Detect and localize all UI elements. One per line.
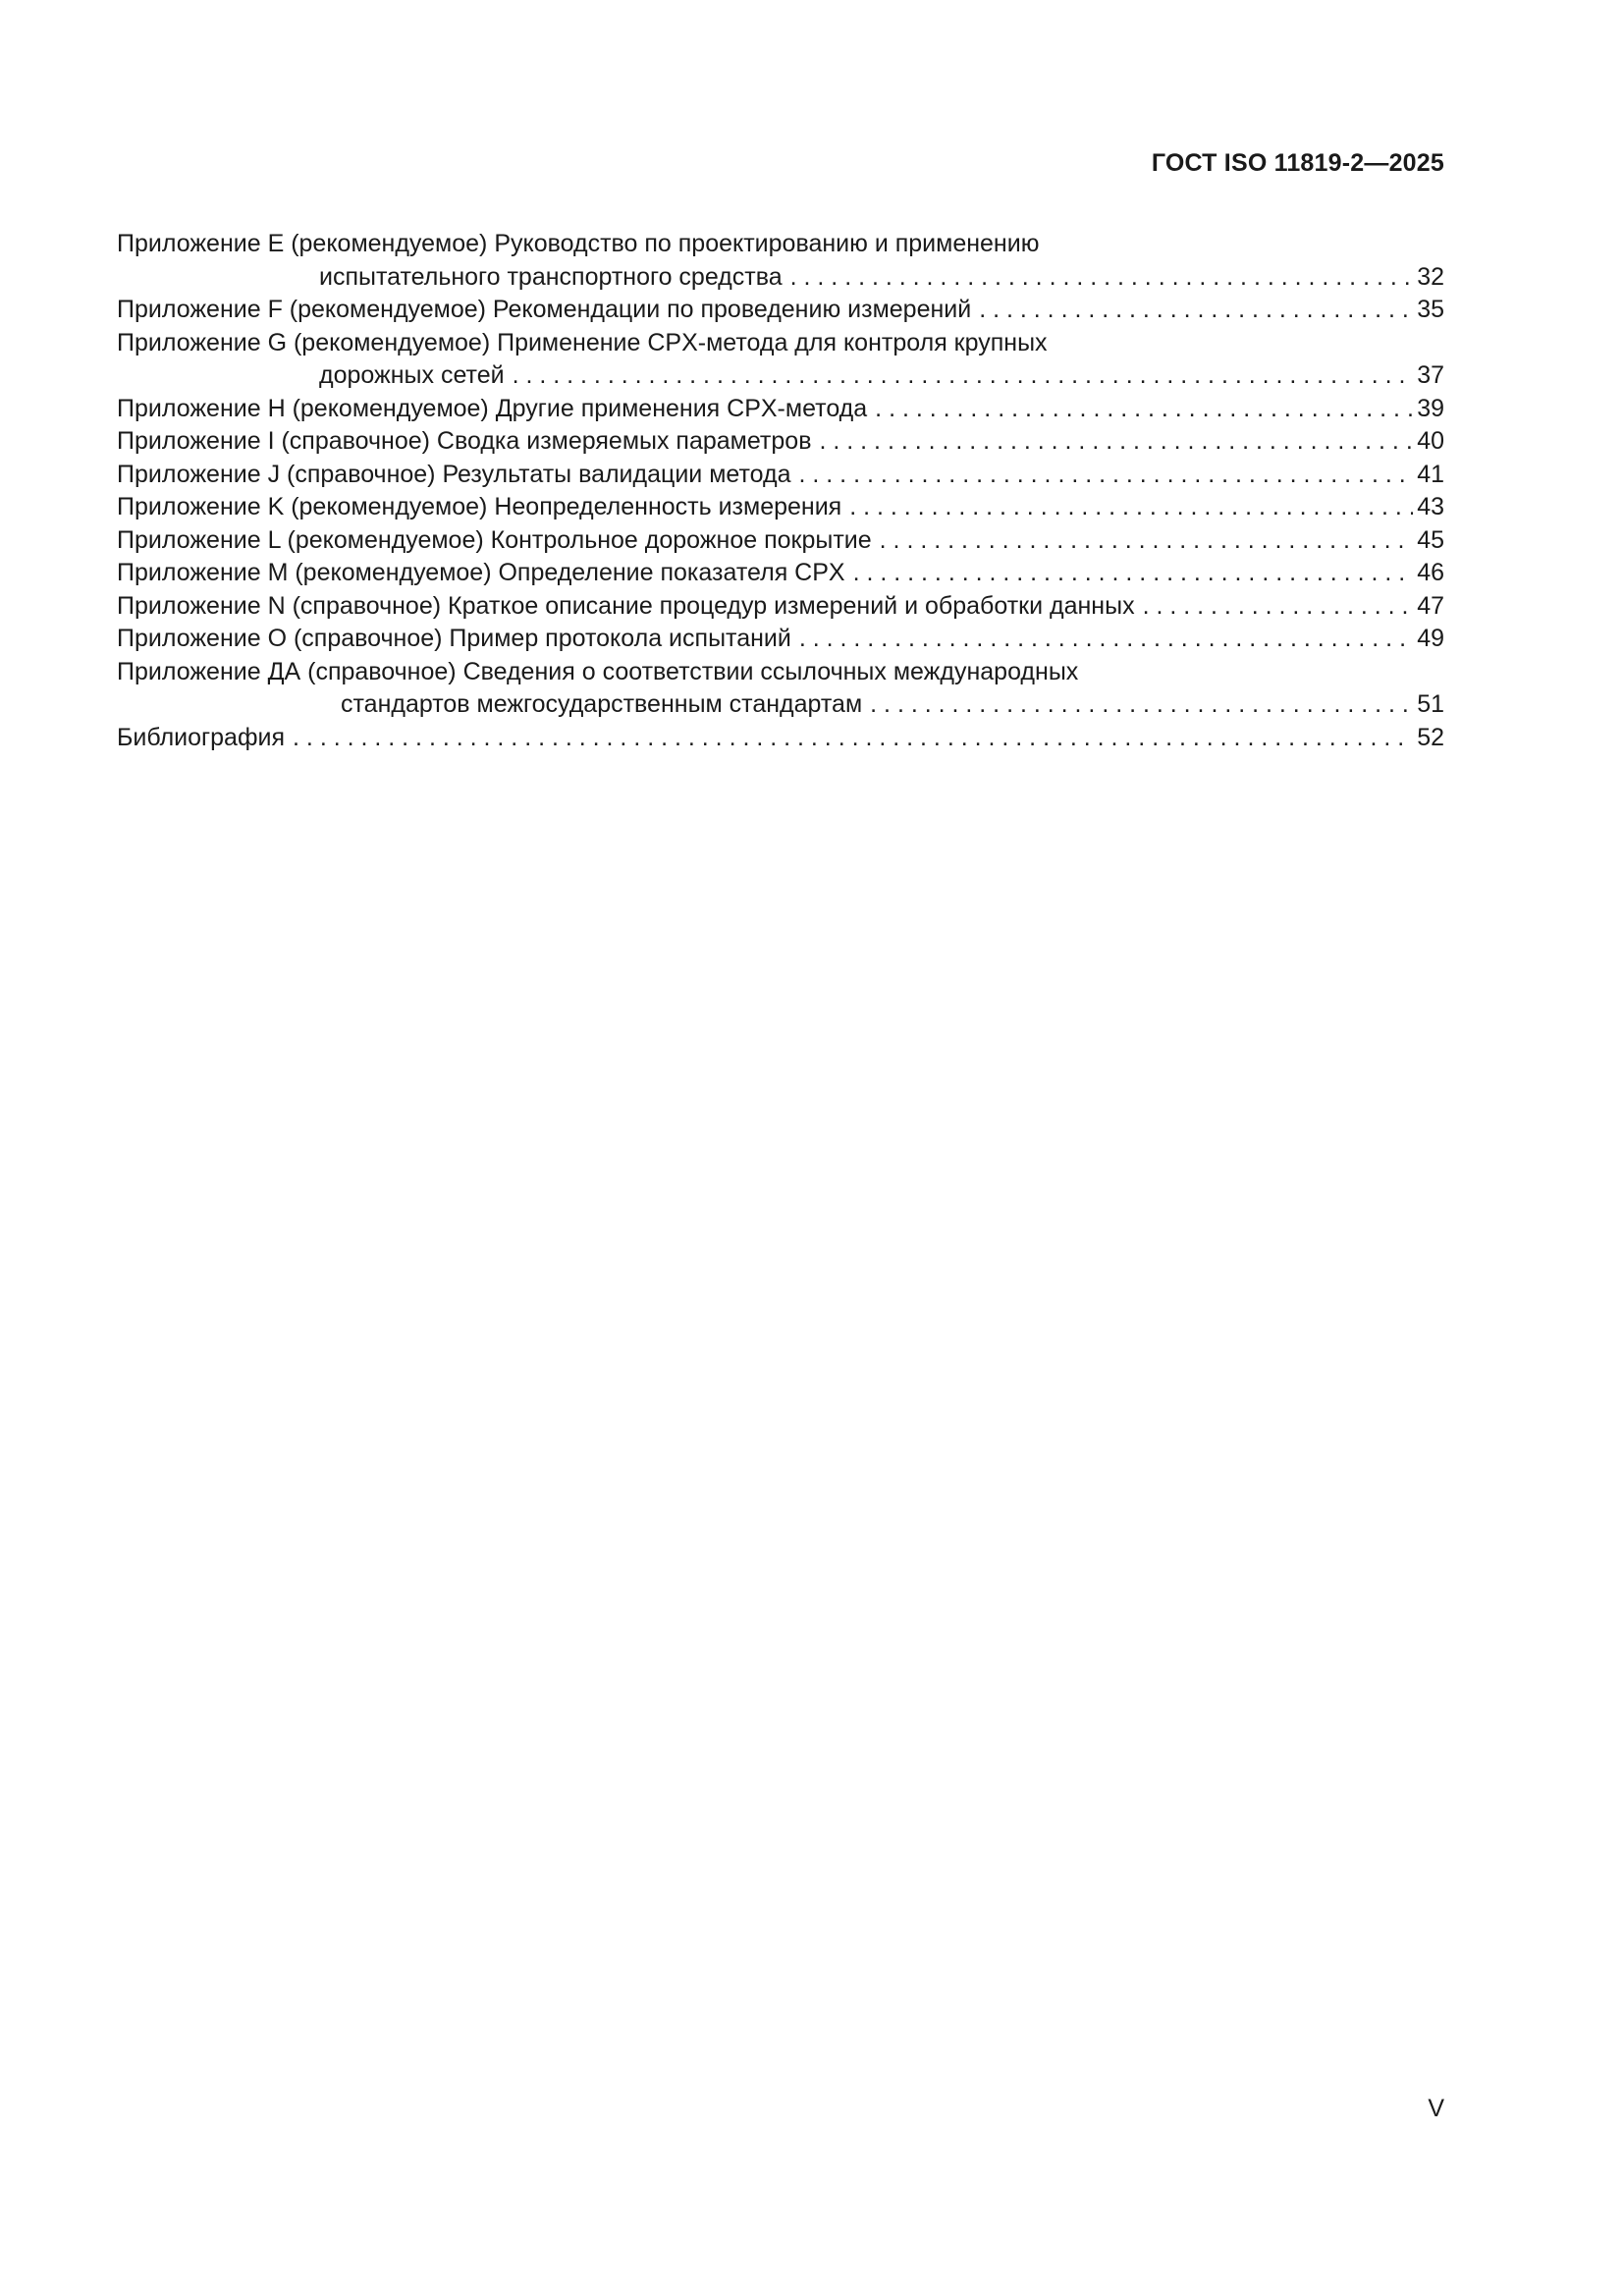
- toc-entry[interactable]: [117, 393, 1444, 426]
- page-number: V: [1428, 2095, 1444, 2122]
- toc-dot-leader: [790, 261, 1414, 295]
- toc-entry-leader-line: [117, 393, 1444, 426]
- toc-entry-title-line: Приложение G (рекомендуемое) Применение CPX-метода для контроля крупных: [117, 328, 1048, 356]
- toc-entry[interactable]: [117, 327, 1444, 393]
- toc-entry-title: Приложение M (рекомендуемое) Определение показателя CPX: [117, 559, 845, 586]
- toc-entry[interactable]: [117, 557, 1444, 590]
- toc-entry-title-line: Приложение E (рекомендуемое) Руководство по проектированию и применению: [117, 230, 1040, 257]
- toc-dot-leader: [849, 491, 1413, 524]
- toc-entry-leader-line: [117, 688, 1444, 722]
- toc-entry-title: Приложение H (рекомендуемое) Другие применения CPX-метода: [117, 394, 868, 422]
- toc-entry-leader-line: [117, 459, 1444, 492]
- toc-entry-leader-line: [117, 557, 1444, 590]
- toc-dot-leader: [870, 688, 1413, 722]
- toc-entry[interactable]: [117, 590, 1444, 624]
- toc-page-number: 32: [1417, 262, 1444, 291]
- toc-dot-leader: [853, 557, 1414, 590]
- toc-entry-title: дорожных сетей: [319, 361, 505, 389]
- toc-entry-title: Библиография: [117, 723, 286, 751]
- toc-entry[interactable]: [117, 425, 1444, 459]
- toc-page-number: 45: [1417, 525, 1444, 554]
- document-header-title: ГОСТ ISO 11819-2—2025: [1151, 149, 1444, 177]
- toc-entry-leader-line: [117, 491, 1444, 524]
- toc-entry-title: Приложение N (справочное) Краткое описание процедур измерений и обработки данных: [117, 591, 1135, 620]
- toc-entry-leader-line: [117, 524, 1444, 558]
- toc-entry-title: Приложение L (рекомендуемое) Контрольное дорожное покрытие: [117, 525, 872, 554]
- toc-entry-title: Приложение J (справочное) Результаты валидации метода: [117, 460, 791, 488]
- toc-entry-leader-line: [117, 425, 1444, 459]
- toc-dot-leader: [819, 425, 1413, 459]
- toc-dot-leader: [1143, 590, 1414, 624]
- toc-page-number: 51: [1417, 690, 1444, 718]
- toc-entry-title: Приложение O (справочное) Пример протокола испытаний: [117, 625, 791, 652]
- toc-entry-leader-line: [117, 623, 1444, 656]
- toc-entry[interactable]: [117, 228, 1444, 294]
- toc-entry[interactable]: [117, 459, 1444, 492]
- toc-entry-leader-line: [117, 722, 1444, 755]
- toc-page-number: 37: [1417, 361, 1444, 389]
- toc-dot-leader: [513, 359, 1414, 393]
- toc-entry-title: Приложение I (справочное) Сводка измеряемых параметров: [117, 427, 812, 455]
- toc-dot-leader: [293, 722, 1413, 755]
- toc-page-number: 35: [1417, 296, 1444, 323]
- table-of-contents: [117, 228, 1444, 754]
- toc-dot-leader: [799, 459, 1414, 492]
- toc-entry[interactable]: [117, 656, 1444, 722]
- toc-entry-leader-line: [117, 261, 1444, 295]
- toc-entry[interactable]: [117, 623, 1444, 656]
- toc-page-number: 40: [1417, 427, 1444, 455]
- toc-entry[interactable]: [117, 294, 1444, 327]
- toc-dot-leader: [799, 623, 1413, 656]
- toc-entry-title-line: Приложение ДА (справочное) Сведения о соответствии ссылочных международных: [117, 657, 1079, 685]
- toc-page-number: 39: [1417, 394, 1444, 422]
- toc-entry-leader-line: [117, 590, 1444, 624]
- toc-entry-leader-line: [117, 294, 1444, 327]
- toc-entry-title: стандартов межгосударственным стандартам: [341, 690, 863, 718]
- toc-page-number: 52: [1417, 723, 1444, 751]
- toc-entry-title: испытательного транспортного средства: [319, 262, 783, 291]
- toc-entry[interactable]: [117, 722, 1444, 755]
- toc-entry-title: Приложение F (рекомендуемое) Рекомендации по проведению измерений: [117, 296, 972, 323]
- toc-page-number: 46: [1417, 559, 1444, 586]
- toc-page-number: 41: [1417, 460, 1444, 488]
- toc-page-number: 43: [1417, 493, 1444, 520]
- toc-entry-leader-line: [117, 359, 1444, 393]
- toc-entry-title: Приложение K (рекомендуемое) Неопределенность измерения: [117, 493, 842, 520]
- toc-dot-leader: [979, 294, 1413, 327]
- toc-dot-leader: [875, 393, 1413, 426]
- toc-page-number: 47: [1417, 591, 1444, 620]
- toc-page-number: 49: [1417, 625, 1444, 652]
- toc-entry[interactable]: [117, 491, 1444, 524]
- toc-dot-leader: [880, 524, 1414, 558]
- toc-entry[interactable]: [117, 524, 1444, 558]
